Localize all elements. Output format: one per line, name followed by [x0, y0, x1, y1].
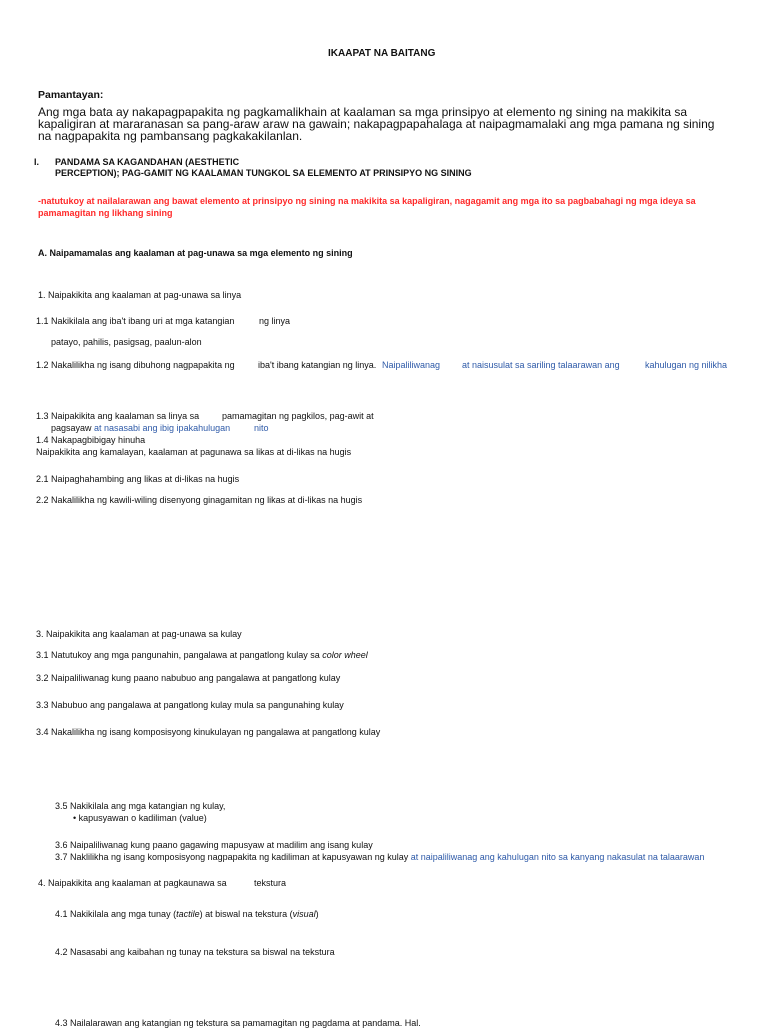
item-3-7 [55, 852, 704, 863]
item-3-2: 3.2 Naipaliliwanag kung paano nabubuo ang pangalawa at pangatlong kulay [36, 673, 341, 683]
item-1-3-nito: nito [254, 423, 269, 433]
subsection-a-heading: A. Naipamamalas ang kaalaman at pag-unawa sa mga elemento ng sining [38, 248, 353, 258]
item-1-2-meaning: kahulugan ng nilikha [645, 360, 728, 370]
item-4-1-c: ) at biswal na tekstura ( [199, 909, 293, 919]
section-heading-line1: PANDAMA SA KAGANDAHAN (AESTHETIC [55, 157, 240, 167]
item-4-cont: tekstura [254, 878, 287, 888]
item-4-1 [55, 909, 319, 920]
item-1: 1. Naipakikita ang kaalaman at pag-unawa sa linya [38, 290, 242, 300]
item-3-5-bullet: • kapusyawan o kadiliman (value) [73, 813, 207, 823]
item-1-1: 1.1 Nakikilala ang iba't ibang uri at mga katangian [36, 316, 235, 326]
item-3-7-text: 3.7 Naklilikha ng isang komposisyong nagpapakita ng kadiliman at kapusyawan ng kulay [55, 852, 409, 862]
item-1-2-explain: Naipaliliwanag [382, 360, 441, 370]
item-4-3: 4.3 Nailalarawan ang katangian ng tekstura sa pamamagitan ng pagdama at pandama. Hal. [55, 1018, 421, 1028]
pamantayan-text: Ang mga bata ay nakapagpapakita ng pagkamalikhain at kaalaman sa mga prinsipyo at elemento ng sining na makikita sa kapaligiran at mararanasan sa pang-araw araw na gawain; nakapagpapahalaga at naipagmamalaki ang mga pamana ng sining na nagpapakita ng pambansang pagkakakilanlan. [38, 105, 715, 143]
item-1-1-examples: patayo, pahilis, pasigsag, paalun-alon [51, 337, 202, 347]
item-3-1-text: 3.1 Natutukoy ang mga pangunahin, pangalawa at pangatlong kulay sa [36, 650, 320, 660]
section-number: I. [34, 157, 40, 167]
section-heading-line2: PERCEPTION); PAG-GAMIT NG KAALAMAN TUNGKOL SA ELEMENTO AT PRINSIPYO NG SINING [55, 168, 472, 178]
item-1-2-cont: iba't ibang katangian ng linya. [258, 360, 377, 370]
item-1-3-dance: pagsayaw [51, 423, 92, 433]
pamantayan-heading: Pamantayan: [38, 89, 104, 101]
item-1-2: 1.2 Nakalilikha ng isang dibuhong nagpapakita ng [36, 360, 235, 370]
item-1-3: 1.3 Naipakikita ang kaalaman sa linya sa [36, 411, 200, 421]
item-4: 4. Naipakikita ang kaalaman at pagkaunawa sa [38, 878, 227, 888]
objective-note-line2: pamamagitan ng likhang sining [38, 208, 173, 218]
item-3-4: 3.4 Nakalilikha ng isang komposisyong kinukulayan ng pangalawa at pangatlong kulay [36, 727, 381, 737]
item-4-1-e: ) [315, 909, 319, 919]
item-3-1 [36, 650, 368, 661]
item-1-3-say: at nasasabi ang ibig ipakahulugan [94, 423, 231, 433]
item-2-intro: Naipakikita ang kamalayan, kaalaman at pagunawa sa likas at di-likas na hugis [36, 447, 352, 457]
page-title: IKAAPAT NA BAITANG [328, 48, 436, 59]
item-4-1-tactile: tactile [176, 909, 200, 919]
item-2-1: 2.1 Naipaghahambing ang likas at di-likas na hugis [36, 474, 240, 484]
item-4-2: 4.2 Nasasabi ang kaibahan ng tunay na tekstura sa biswal na tekstura [55, 947, 335, 957]
item-1-3-cont: pamamagitan ng pagkilos, pag-awit at [222, 411, 374, 421]
item-3: 3. Naipakikita ang kaalaman at pag-unawa sa kulay [36, 629, 242, 639]
item-3-5: 3.5 Nakikilala ang mga katangian ng kulay, [55, 801, 226, 811]
item-1-4: 1.4 Nakapagbibigay hinuha [36, 435, 146, 445]
item-1-2-write: at naisusulat sa sariling talaarawan ang [462, 360, 620, 370]
item-4-1-a: 4.1 Nakikilala ang mga tunay ( [55, 909, 177, 919]
item-3-1-term: color wheel [322, 650, 368, 660]
item-1-1-cont: ng linya [259, 316, 291, 326]
item-3-3: 3.3 Nabubuo ang pangalawa at pangatlong kulay mula sa pangunahing kulay [36, 700, 344, 710]
item-2-2: 2.2 Nakalilikha ng kawili-wiling disenyong ginagamitan ng likas at di-likas na hugis [36, 495, 363, 505]
item-3-6: 3.6 Naipaliliwanag kung paano gagawing mapusyaw at madilim ang isang kulay [55, 840, 373, 850]
item-3-7-explain: at naipaliliwanag ang kahulugan nito sa kanyang nakasulat na talaarawan [410, 852, 705, 862]
item-4-1-visual: visual [292, 909, 316, 919]
objective-note-line1: -natutukoy at nailalarawan ang bawat elemento at prinsipyo ng sining na makikita sa kapaligiran, nagagamit ang mga ito sa pagbabahagi ng mga ideya sa [38, 196, 696, 206]
